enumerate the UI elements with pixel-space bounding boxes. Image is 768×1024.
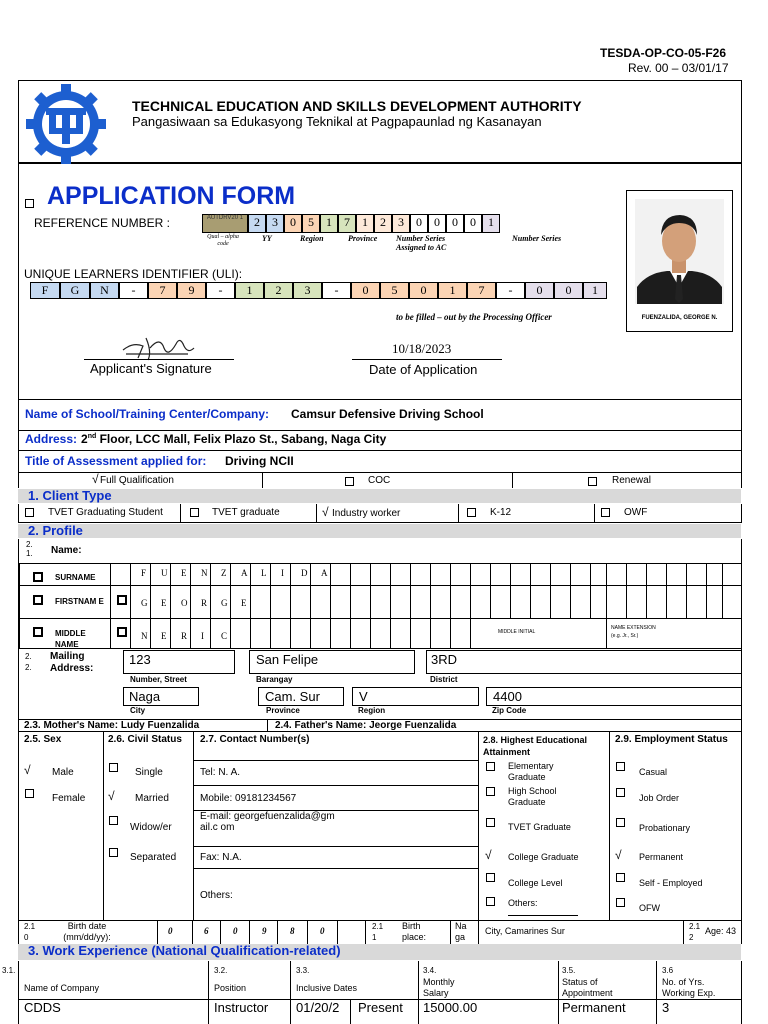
mobile-value: Mobile: 09181234567	[200, 793, 297, 804]
work-date-to: Present	[358, 1000, 403, 1015]
ref-digit: 0	[446, 214, 464, 233]
applicant-photo-image	[627, 191, 732, 311]
col-line	[418, 961, 419, 1024]
row-line	[193, 868, 478, 869]
school-label: Name of School/Training Center/Company:	[25, 407, 270, 421]
middle-initial-label: MIDDLE INITIAL	[498, 629, 536, 635]
ref-digit: 2	[374, 214, 392, 233]
doc-revision: Rev. 00 – 03/01/17	[628, 61, 729, 75]
others-education-checkbox[interactable]	[486, 897, 495, 906]
col-line	[570, 563, 571, 618]
work-years: 3	[662, 1000, 670, 1015]
work-header-num: 3.6	[662, 966, 674, 975]
probationary-checkbox[interactable]	[616, 818, 625, 827]
col-line	[267, 719, 268, 731]
ref-digit: 0	[428, 214, 446, 233]
work-header-label: Name of Company	[24, 983, 100, 993]
col-line	[478, 920, 479, 944]
province-value: Cam. Sur	[265, 689, 320, 704]
middlename-label: MIDDLE NAME	[55, 629, 86, 649]
contact-label: 2.7. Contact Number(s)	[200, 734, 310, 745]
employment-label: 2.9. Employment Status	[615, 734, 728, 745]
birthdate-digit: 0	[168, 926, 173, 936]
col-line	[470, 563, 471, 649]
uli-char: -	[206, 282, 235, 299]
col-line	[410, 563, 411, 649]
col-line	[450, 563, 451, 649]
surname-letter: U	[161, 568, 168, 578]
col-line	[230, 563, 231, 649]
title-checkbox-icon	[25, 199, 34, 208]
col-line	[350, 999, 351, 1024]
middlename-extra-checkbox[interactable]	[117, 627, 127, 637]
barangay-value: San Felipe	[256, 652, 319, 667]
college-graduate-label: College Graduate	[508, 852, 579, 862]
col-line	[316, 504, 317, 523]
firstname-letter: G	[221, 598, 228, 608]
city-field[interactable]	[123, 687, 199, 706]
uli-char: -	[496, 282, 525, 299]
col-line	[310, 563, 311, 649]
address-value-suffix: nd	[87, 433, 97, 440]
uli-char: G	[60, 282, 90, 299]
uli-label: UNIQUE LEARNERS IDENTIFIER (ULI):	[24, 267, 243, 281]
col-line	[512, 472, 513, 488]
number-street-value: 123	[129, 652, 151, 667]
work-header-num: 3.4.	[423, 966, 437, 975]
address-label: Address:	[25, 432, 78, 446]
col-line	[208, 961, 209, 1024]
ref-digit: 7	[338, 214, 356, 233]
barangay-field[interactable]	[249, 650, 415, 674]
casual-checkbox[interactable]	[616, 762, 625, 771]
assessment-label: Title of Assessment applied for:	[25, 454, 207, 468]
permanent-check-icon[interactable]: √	[615, 848, 622, 862]
col-line	[307, 920, 308, 944]
province-field[interactable]	[258, 687, 344, 706]
col-line	[170, 563, 171, 649]
legend-region: Region	[300, 234, 324, 243]
col-line	[606, 563, 607, 649]
col-line	[490, 563, 491, 618]
col-line	[330, 563, 331, 649]
applicant-photo	[626, 190, 733, 332]
section-profile-title: 2. Profile	[28, 523, 83, 538]
uli-char: 2	[264, 282, 293, 299]
middlename-letter: N	[141, 631, 148, 641]
legend-series-ac: Number Series Assigned to AC	[396, 234, 447, 252]
uli-char: 0	[409, 282, 438, 299]
college-level-label: College Level	[508, 878, 563, 888]
surname-letter: A	[321, 568, 328, 578]
client-type-label: Industry worker	[332, 508, 401, 519]
section-client-type-title: 1. Client Type	[28, 488, 112, 503]
col-line	[250, 563, 251, 649]
name-extension-example: (e.g. Jr., Sr.)	[611, 633, 639, 639]
region-value: V	[359, 689, 368, 704]
row-line	[18, 585, 742, 586]
birthdate-number: 2.1 0	[24, 922, 36, 942]
ref-digit: 1	[482, 214, 500, 233]
work-position: Instructor	[214, 1000, 269, 1015]
ref-digit: 3	[392, 214, 410, 233]
coc-label: COC	[368, 475, 391, 486]
uli-char: -	[322, 282, 351, 299]
uli-char: 0	[351, 282, 380, 299]
col-line	[683, 920, 684, 944]
work-header-label: Inclusive Dates	[296, 983, 358, 993]
client-type-label: TVET Graduating Student	[48, 507, 163, 518]
ofw-checkbox[interactable]	[616, 898, 625, 907]
number-street-label: Number, Street	[130, 675, 187, 684]
uli-char: 9	[177, 282, 206, 299]
middlename-letter: C	[221, 631, 228, 641]
work-date-from: 01/20/2	[296, 1000, 340, 1015]
col-line	[530, 563, 531, 618]
col-line	[666, 563, 667, 618]
ofw-label: OFW	[639, 903, 660, 913]
birthplace-value-2: City, Camarines Sur	[485, 926, 565, 936]
education-label: 2.8. Highest Educational Attainment	[483, 735, 588, 757]
col-line	[262, 472, 263, 488]
work-header-label: No. of Yrs. Working Exp.	[662, 977, 716, 998]
uli-char: 5	[380, 282, 409, 299]
tel-value: Tel: N. A.	[200, 767, 241, 778]
middlename-letter: I	[201, 631, 204, 641]
doc-code: TESDA-OP-CO-05-F26	[600, 46, 727, 60]
signature-label: Applicant's Signature	[90, 361, 212, 376]
fax-value: Fax: N.A.	[200, 852, 242, 863]
col-line	[450, 920, 451, 944]
ref-digit: 2	[248, 214, 266, 233]
col-line	[594, 504, 595, 523]
work-header-label: Status of Appointment	[562, 977, 613, 998]
district-label: District	[430, 675, 458, 684]
col-line	[590, 563, 591, 618]
job-order-label: Job Order	[639, 793, 680, 803]
legend-province: Province	[348, 234, 378, 243]
col-line	[220, 920, 221, 944]
processing-note: to be filled – out by the Processing Officer	[396, 312, 552, 322]
col-line	[150, 563, 151, 649]
section-work-experience	[18, 944, 741, 960]
province-label: Province	[266, 706, 300, 715]
probationary-label: Probationary	[639, 823, 691, 833]
elementary-label: Elementary Graduate	[508, 761, 554, 782]
col-line	[270, 563, 271, 649]
col-line	[706, 563, 707, 618]
coc-checkbox[interactable]	[345, 477, 354, 486]
section-client-type	[18, 489, 741, 503]
separated-checkbox[interactable]	[109, 848, 118, 857]
age-number: 2.1 2	[689, 922, 701, 942]
firstname-letter: O	[181, 598, 188, 608]
name-number: 2. 1.	[26, 540, 33, 558]
ref-digit: 0	[410, 214, 428, 233]
female-checkbox[interactable]	[25, 789, 34, 798]
col-line	[130, 563, 131, 649]
col-line	[510, 563, 511, 618]
col-line	[350, 563, 351, 649]
married-label: Married	[135, 793, 169, 804]
uli-char: 0	[554, 282, 583, 299]
school-row	[18, 399, 742, 430]
col-line	[686, 563, 687, 618]
surname-letter: L	[261, 568, 267, 578]
uli-char: F	[30, 282, 60, 299]
zip-code-value: 4400	[493, 689, 522, 704]
work-header-label: Monthly Salary	[423, 977, 455, 998]
surname-letter: N	[201, 568, 208, 578]
firstname-label: FIRSTNAM E	[55, 597, 104, 606]
date-label: Date of Application	[369, 362, 478, 377]
city-value: Naga	[129, 689, 161, 704]
tvet-graduating-checkbox[interactable]	[25, 508, 34, 517]
uli-char: 1	[438, 282, 467, 299]
father-name: 2.4. Father's Name: Jeorge Fuenzalida	[275, 720, 457, 731]
work-header-num: 3.5.	[562, 966, 576, 975]
assessment-value: Driving NCII	[225, 454, 294, 468]
mother-name: 2.3. Mother's Name: Ludy Fuenzalida	[24, 720, 200, 731]
city-label: City	[130, 706, 146, 715]
col-line	[365, 920, 366, 944]
birthdate-digit: 0	[233, 926, 238, 936]
row-line	[193, 785, 478, 786]
work-salary: 15000.00	[423, 1000, 478, 1015]
civil-status-label: 2.6. Civil Status	[108, 734, 182, 745]
ref-digit: 0	[284, 214, 302, 233]
college-level-checkbox[interactable]	[486, 873, 495, 882]
legend-series: Number Series	[512, 234, 562, 243]
signature-line	[84, 359, 234, 360]
col-line	[558, 961, 559, 1024]
birthdate-digit: 0	[320, 926, 325, 936]
uli-char: 7	[467, 282, 496, 299]
uli-char: 1	[583, 282, 607, 299]
age-value: Age: 43	[705, 926, 737, 936]
application-date: 10/18/2023	[392, 341, 452, 356]
single-label: Single	[135, 767, 163, 778]
tesda-logo-icon	[25, 84, 107, 164]
self-employed-checkbox[interactable]	[616, 873, 625, 882]
col-line	[478, 731, 479, 920]
row-line	[18, 618, 742, 619]
row-line	[193, 846, 478, 847]
col-line	[656, 961, 657, 1024]
col-line	[277, 920, 278, 944]
number-street-field[interactable]	[123, 650, 235, 674]
district-value: 3RD	[431, 652, 458, 667]
ref-digit: 1	[356, 214, 374, 233]
male-label: Male	[52, 767, 74, 778]
col-line	[249, 920, 250, 944]
email-value: E-mail: georgefuenzalida@gmail.c om	[200, 811, 335, 833]
address-value-number: 2	[81, 432, 88, 446]
surname-checkbox[interactable]	[33, 572, 43, 582]
college-graduate-check-icon[interactable]: √	[485, 848, 492, 862]
name-row	[18, 539, 742, 563]
firstname-letter: E	[161, 598, 167, 608]
col-line	[103, 731, 104, 920]
section-work-experience-title: 3. Work Experience (National Qualification-related)	[28, 943, 341, 958]
col-line	[192, 920, 193, 944]
legend-qual: Qual – alpha code	[207, 234, 239, 247]
row-line	[193, 760, 478, 761]
col-line	[430, 563, 431, 649]
renewal-label: Renewal	[612, 475, 651, 486]
work-header-label: Position	[214, 983, 247, 993]
uli-char: 0	[525, 282, 554, 299]
uli-char: 1	[235, 282, 264, 299]
col-line	[609, 731, 610, 920]
high-school-label: High School Graduate	[508, 786, 557, 807]
work-company: CDDS	[24, 1000, 61, 1015]
middlename-letter: R	[181, 631, 188, 641]
full-qualification-label: Full Qualification	[100, 475, 174, 486]
work-status: Permanent	[562, 1000, 626, 1015]
surname-letter: F	[141, 568, 147, 578]
section-profile	[18, 524, 741, 538]
tvet-graduate-edu-checkbox[interactable]	[486, 818, 495, 827]
col-line	[190, 563, 191, 649]
job-order-checkbox[interactable]	[616, 788, 625, 797]
others-contact-label: Others:	[200, 890, 233, 901]
surname-letter: Z	[221, 568, 227, 578]
surname-letter: E	[181, 568, 187, 578]
name-label: Name:	[51, 545, 82, 556]
col-line	[390, 563, 391, 649]
client-type-label: K-12	[490, 507, 512, 518]
form-title: APPLICATION FORM	[47, 182, 296, 210]
uli-char: 3	[293, 282, 322, 299]
permanent-label: Permanent	[639, 852, 684, 862]
region-field[interactable]	[352, 687, 479, 706]
owf-checkbox[interactable]	[601, 508, 610, 517]
tvet-graduate-checkbox[interactable]	[190, 508, 199, 517]
others-education-line	[508, 915, 578, 916]
col-line	[290, 961, 291, 1024]
col-line	[210, 563, 211, 649]
reference-qual-cell: AUTDRV20 1	[202, 214, 248, 233]
surname-letter: A	[241, 568, 248, 578]
name-extension-label: NAME EXTENSION	[611, 625, 656, 631]
married-check-icon[interactable]: √	[108, 789, 115, 803]
single-checkbox[interactable]	[109, 763, 118, 772]
ref-digit: 5	[302, 214, 320, 233]
work-header-num: 3.1.	[2, 966, 16, 975]
agency-name-local: Pangasiwaan sa Edukasyong Teknikal at Pagpapaunlad ng Kasanayan	[132, 114, 542, 129]
k12-checkbox[interactable]	[467, 508, 476, 517]
ref-digit: 1	[320, 214, 338, 233]
agency-name: TECHNICAL EDUCATION AND SKILLS DEVELOPMENT AUTHORITY	[132, 98, 582, 114]
high-school-checkbox[interactable]	[486, 787, 495, 796]
col-line	[370, 563, 371, 649]
sex-label: 2.5. Sex	[24, 734, 62, 745]
firstname-letter: E	[241, 598, 247, 608]
zip-code-label: Zip Code	[492, 706, 527, 715]
surname-label: SURNAME	[55, 573, 96, 582]
firstname-letter: G	[141, 598, 148, 608]
firstname-checkbox[interactable]	[33, 595, 43, 605]
date-line	[352, 359, 502, 360]
birthdate-digit: 8	[290, 926, 295, 936]
col-line	[157, 920, 158, 944]
surname-letter: I	[281, 568, 284, 578]
address-value-rest: Floor, LCC Mall, Felix Plazo St., Sabang, Naga City	[96, 432, 387, 446]
school-value: Camsur Defensive Driving School	[291, 407, 484, 421]
address-value	[81, 432, 386, 446]
col-line	[110, 563, 111, 649]
col-line	[626, 563, 627, 618]
client-type-label: OWF	[624, 507, 648, 518]
middlename-letter: E	[161, 631, 167, 641]
mailing-label: Mailing Address:	[50, 651, 94, 674]
birthplace-label: Birth place:	[402, 921, 427, 942]
widow-label: Widow/er	[130, 822, 172, 833]
address-row	[18, 430, 742, 450]
birthdate-label: Birth date (mm/dd/yy):	[63, 921, 111, 942]
col-line	[646, 563, 647, 618]
birthplace-value: Naga	[455, 921, 467, 942]
female-label: Female	[52, 793, 86, 804]
industry-worker-check-icon[interactable]: √	[322, 505, 329, 519]
work-header-num: 3.2.	[214, 966, 228, 975]
col-line	[458, 504, 459, 523]
firstname-extra-checkbox[interactable]	[117, 595, 127, 605]
renewal-checkbox[interactable]	[588, 477, 597, 486]
birthdate-digit: 6	[204, 926, 209, 936]
reference-label: REFERENCE NUMBER :	[34, 216, 171, 230]
male-check-icon[interactable]: √	[24, 763, 31, 777]
surname-letter: D	[301, 568, 308, 578]
applicant-signature-image	[118, 332, 198, 362]
photo-caption: FUENZALIDA, GEORGE N.	[641, 315, 718, 321]
uli-char: -	[119, 282, 148, 299]
col-line	[337, 920, 338, 944]
legend-yy: YY	[262, 234, 272, 243]
elementary-checkbox[interactable]	[486, 762, 495, 771]
col-line	[180, 504, 181, 523]
zip-code-field[interactable]	[486, 687, 742, 706]
barangay-label: Barangay	[256, 675, 293, 684]
widow-checkbox[interactable]	[109, 816, 118, 825]
col-line	[722, 563, 723, 618]
casual-label: Casual	[639, 767, 668, 777]
region-label: Region	[358, 706, 386, 715]
ref-digit: 3	[266, 214, 284, 233]
separated-label: Separated	[130, 852, 177, 863]
uli-char: 7	[148, 282, 177, 299]
tvet-graduate-edu-label: TVET Graduate	[508, 822, 571, 832]
work-header-num: 3.3.	[296, 966, 310, 975]
self-employed-label: Self - Employed	[639, 878, 703, 888]
birthdate-digit: 9	[262, 926, 267, 936]
full-qualification-check-icon[interactable]: √	[92, 472, 99, 486]
mailing-number: 2. 2.	[25, 652, 32, 672]
uli-char: N	[90, 282, 119, 299]
ref-digit: 0	[464, 214, 482, 233]
firstname-letter: R	[201, 598, 208, 608]
district-field[interactable]	[426, 650, 742, 674]
col-line	[290, 563, 291, 649]
others-education-label: Others:	[508, 898, 538, 908]
birthplace-number: 2.1 1	[372, 922, 384, 942]
client-type-label: TVET graduate	[212, 507, 280, 518]
assessment-row	[18, 450, 742, 472]
col-line	[550, 563, 551, 618]
